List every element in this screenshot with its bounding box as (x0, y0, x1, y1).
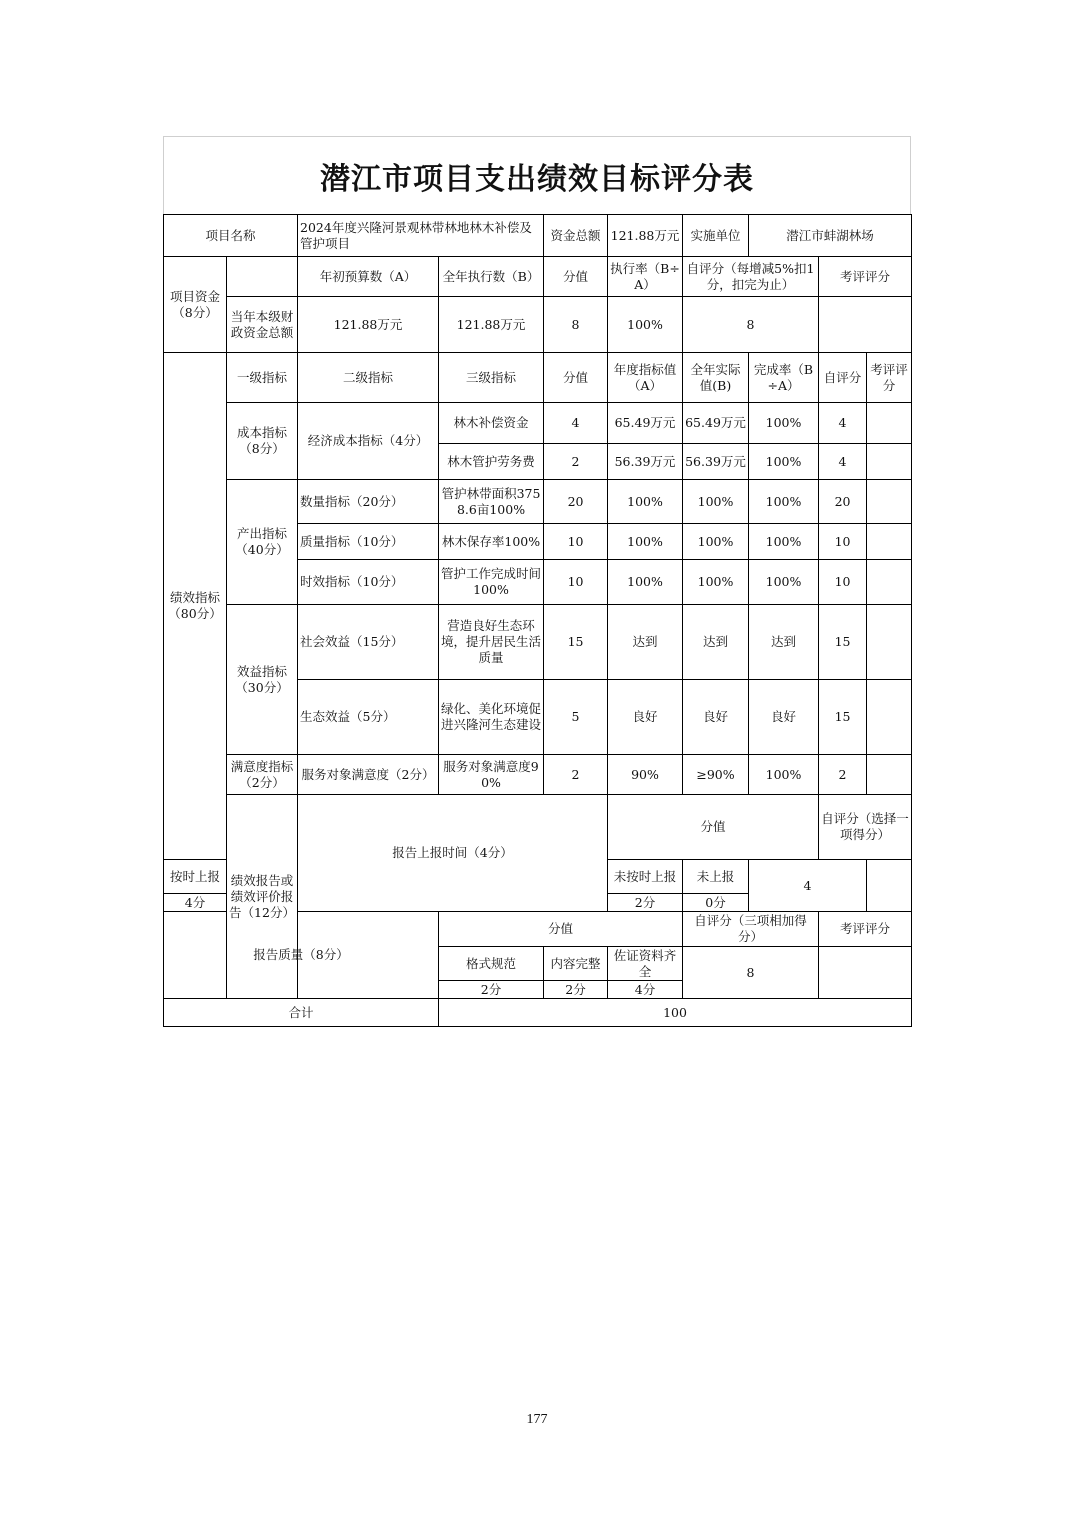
funds-header-row (164, 257, 912, 297)
self-cell: 4 (819, 403, 867, 444)
funds-col-a: 年初预算数（A） (298, 257, 439, 297)
funds-col-review: 考评评分 (819, 257, 912, 297)
report-option-cell: 未按时上报 (608, 860, 683, 894)
actual-cell: 100% (683, 524, 749, 560)
funds-b-value: 121.88万元 (439, 297, 544, 353)
table-row (164, 605, 912, 680)
report-option-cell: 佐证资料齐全 (608, 947, 683, 981)
report-time-self-value: 4 (749, 860, 867, 912)
cost-l2-label: 经济成本指标（4分） (298, 403, 439, 480)
report-quality-score-label: 分值 (439, 912, 683, 947)
review-cell (867, 680, 912, 755)
project-row (164, 215, 912, 257)
review-cell (867, 560, 912, 605)
report-points-cell: 2分 (608, 894, 683, 912)
benefit-indicator-label: 效益指标（30分） (227, 605, 298, 755)
project-name-label: 项目名称 (164, 215, 298, 257)
unit-value: 潜江市蚌湖林场 (749, 215, 912, 257)
report-section-label: 绩效报告或绩效评价报告（12分） (227, 795, 298, 999)
perf-header-cell: 自评分 (819, 353, 867, 403)
report-points-cell: 0分 (683, 894, 749, 912)
l2-cell: 生态效益（5分） (298, 680, 439, 755)
report-points-cell: 2分 (439, 981, 544, 999)
l3-cell: 林木管护劳务费 (439, 444, 544, 480)
score-cell: 2 (544, 755, 608, 795)
rate-cell: 100% (749, 480, 819, 524)
actual-cell: 65.49万元 (683, 403, 749, 444)
report-time-score-label: 分值 (608, 795, 819, 860)
score-cell: 10 (544, 560, 608, 605)
actual-cell: 100% (683, 560, 749, 605)
perf-header-row (164, 353, 912, 403)
review-cell (867, 480, 912, 524)
score-table (163, 214, 912, 1027)
funds-section-label: 项目资金（8分） (164, 257, 227, 353)
funds-a-value: 121.88万元 (298, 297, 439, 353)
report-points-cell: 4分 (608, 981, 683, 999)
score-sheet (163, 136, 911, 1027)
funds-col-self: 自评分（每增减5%扣1分，扣完为止） (683, 257, 819, 297)
cost-indicator-label: 成本指标（8分） (227, 403, 298, 480)
target-cell: 100% (608, 480, 683, 524)
report-option-cell: 按时上报 (164, 860, 227, 894)
target-cell: 良好 (608, 680, 683, 755)
report-points-cell: 4分 (164, 894, 227, 912)
l2-cell: 时效指标（10分） (298, 560, 439, 605)
target-cell: 90% (608, 755, 683, 795)
funds-score-value: 8 (544, 297, 608, 353)
l2-cell: 数量指标（20分） (298, 480, 439, 524)
rate-cell: 100% (749, 524, 819, 560)
l3-cell: 绿化、美化环境促进兴隆河生态建设 (439, 680, 544, 755)
rate-cell: 100% (749, 403, 819, 444)
total-row (164, 999, 912, 1027)
perf-header-cell: 三级指标 (439, 353, 544, 403)
report-time-label: 报告上报时间（4分） (298, 795, 608, 912)
perf-header-cell: 一级指标 (227, 353, 298, 403)
self-cell: 2 (819, 755, 867, 795)
l3-cell: 营造良好生态环境，提升居民生活质量 (439, 605, 544, 680)
perf-header-cell: 完成率（B÷A） (749, 353, 819, 403)
report-time-review-value (867, 860, 912, 912)
report-quality-review-value (819, 947, 912, 999)
score-cell: 2 (544, 444, 608, 480)
report-option-cell: 未上报 (683, 860, 749, 894)
score-cell: 5 (544, 680, 608, 755)
review-cell (867, 524, 912, 560)
score-cell: 4 (544, 403, 608, 444)
total-label: 合计 (164, 999, 439, 1027)
rate-cell: 100% (749, 560, 819, 605)
funds-col-score: 分值 (544, 257, 608, 297)
l3-cell: 管护工作完成时间100% (439, 560, 544, 605)
target-cell: 达到 (608, 605, 683, 680)
actual-cell: ≥90% (683, 755, 749, 795)
target-cell: 56.39万元 (608, 444, 683, 480)
self-cell: 10 (819, 524, 867, 560)
self-cell: 4 (819, 444, 867, 480)
review-cell (867, 605, 912, 680)
rate-cell: 100% (749, 755, 819, 795)
report-quality-self-value: 8 (683, 947, 819, 999)
self-cell: 15 (819, 680, 867, 755)
score-cell: 20 (544, 480, 608, 524)
perf-header-cell: 年度指标值（A） (608, 353, 683, 403)
fund-total-label: 资金总额 (544, 215, 608, 257)
satisfaction-indicator-label: 满意度指标（2分） (227, 755, 298, 795)
l2-cell: 质量指标（10分） (298, 524, 439, 560)
self-cell: 15 (819, 605, 867, 680)
fund-total-value: 121.88万元 (608, 215, 683, 257)
report-option-cell: 格式规范 (439, 947, 544, 981)
report-time-self-label: 自评分（选择一项得分） (819, 795, 912, 860)
actual-cell: 100% (683, 480, 749, 524)
perf-header-cell: 二级指标 (298, 353, 439, 403)
review-cell (867, 444, 912, 480)
rate-cell: 100% (749, 444, 819, 480)
actual-cell: 良好 (683, 680, 749, 755)
review-cell (867, 755, 912, 795)
unit-label: 实施单位 (683, 215, 749, 257)
funds-col-b: 全年执行数（B） (439, 257, 544, 297)
l3-cell: 林木保存率100% (439, 524, 544, 560)
score-cell: 15 (544, 605, 608, 680)
actual-cell: 56.39万元 (683, 444, 749, 480)
perf-header-cell: 考评评分 (867, 353, 912, 403)
funds-self-value: 8 (683, 297, 819, 353)
perf-section-label: 绩效指标（80分） (164, 353, 227, 860)
target-cell: 65.49万元 (608, 403, 683, 444)
funds-blank-cell (227, 257, 298, 297)
page-title: 潜江市项目支出绩效目标评分表 (163, 136, 911, 214)
target-cell: 100% (608, 524, 683, 560)
total-value: 100 (439, 999, 912, 1027)
l3-cell: 林木补偿资金 (439, 403, 544, 444)
l3-cell: 服务对象满意度90% (439, 755, 544, 795)
report-points-cell: 2分 (544, 981, 608, 999)
self-cell: 10 (819, 560, 867, 605)
l3-cell: 管护林带面积3758.6亩100% (439, 480, 544, 524)
perf-header-cell: 分值 (544, 353, 608, 403)
page-number: 177 (526, 1412, 548, 1427)
table-row (164, 755, 912, 795)
funds-review-value (819, 297, 912, 353)
output-indicator-label: 产出指标（40分） (227, 480, 298, 605)
report-option-cell: 内容完整 (544, 947, 608, 981)
funds-col-rate: 执行率（B÷A） (608, 257, 683, 297)
funds-rate-value: 100% (608, 297, 683, 353)
review-cell (867, 403, 912, 444)
table-row (164, 403, 912, 444)
table-row (164, 480, 912, 524)
funds-value-row (164, 297, 912, 353)
report-quality-self-label: 自评分（三项相加得分） (683, 912, 819, 947)
rate-cell: 达到 (749, 605, 819, 680)
l2-cell: 社会效益（15分） (298, 605, 439, 680)
funds-row-label: 当年本级财政资金总额 (227, 297, 298, 353)
report-quality-review-label: 考评评分 (819, 912, 912, 947)
score-cell: 10 (544, 524, 608, 560)
perf-header-cell: 全年实际值(B) (683, 353, 749, 403)
actual-cell: 达到 (683, 605, 749, 680)
project-name-value: 2024年度兴隆河景观林带林地林木补偿及管护项目 (298, 215, 544, 257)
report-quality-label: 报告质量（8分） (164, 912, 439, 999)
rate-cell: 良好 (749, 680, 819, 755)
self-cell: 20 (819, 480, 867, 524)
l2-cell: 服务对象满意度（2分） (298, 755, 439, 795)
target-cell: 100% (608, 560, 683, 605)
report-time-header-row (164, 795, 912, 860)
